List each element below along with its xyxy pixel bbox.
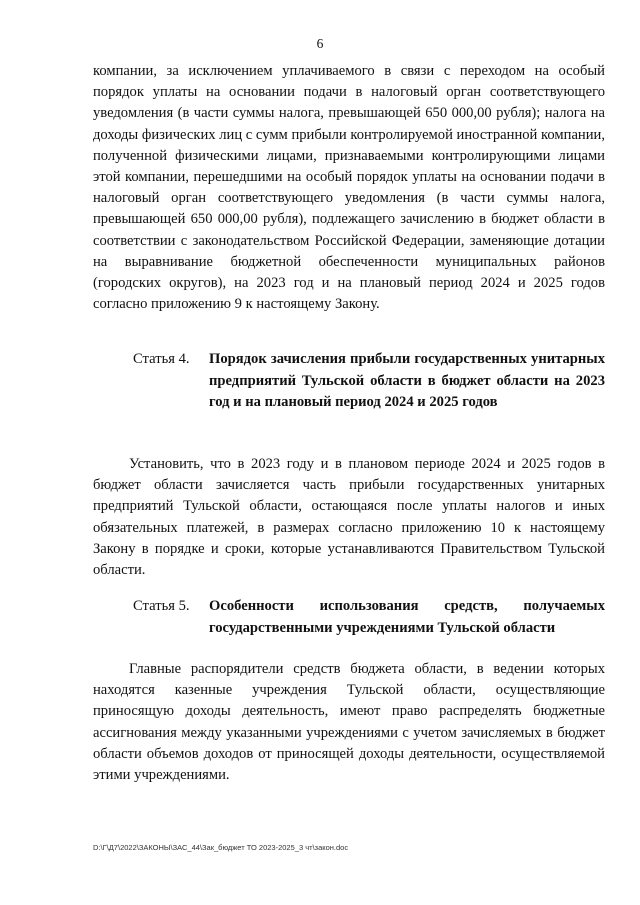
article-label: Статья 4. — [133, 351, 190, 367]
footer-file-path: D:\Г\Д7\2022\ЗАКОНЫ\ЗАС_44\Зак_бюджет ТО 2023-2025_3 чт\закон.doc — [93, 843, 349, 852]
article-4-body — [93, 454, 605, 581]
paragraph-continuation — [93, 61, 605, 315]
article-heading: Особенности использования средств, получаемых государственными учреждениями Тульской области — [209, 598, 605, 636]
article-heading: Порядок зачисления прибыли государственных унитарных предприятий Тульской области в бюджет области на 2023 год и на плановый период 2024 и 2025 годов — [209, 351, 605, 411]
article-label: Статья 5. — [133, 598, 190, 614]
article-5-header — [133, 596, 605, 642]
page-number: 6 — [316, 36, 324, 51]
paragraph-text: Главные распорядители средств бюджета области, в ведении которых находятся казенные учреждения Тульской области, осуществляющие приносящую доходы деятельность, имеют право распределять бюджетные ассигнования между указанными учреждениями с учетом зачисляемых в бюджет области объемов доходов от приносящей доходы деятельности, осуществляемой этими учреждениями. — [93, 661, 605, 784]
article-4-header — [133, 349, 605, 439]
article-5-body — [93, 659, 605, 786]
paragraph-text: компании, за исключением уплачиваемого в связи с переходом на особый порядок уплаты на основании подачи в налоговый орган соответствующего уведомления (в части суммы налога, превышающей 650 000,00 рубля); налога на доходы физических лиц с сумм прибыли контролируемой иностранной компании, полученной физическими лицами, признаваемыми контролирующими лицами этой компании, перешедшими на особый порядок уплаты на основании подачи в налоговый орган соответствующего уведомления (в части суммы налога, превышающей 650 000,00 рубля), подлежащего зачислению в бюджет области в соответствии с законодательством Российской Федерации, заменяющие дотации на выравнивание бюджетной обеспеченности муниципальных районов (городских округов), на 2023 год и на плановый период 2024 и 2025 годов согласно приложению 9 к настоящему Закону. — [93, 63, 605, 313]
paragraph-text: Установить, что в 2023 году и в плановом периоде 2024 и 2025 годов в бюджет области зачисляется часть прибыли государственных унитарных предприятий Тульской области, остающаяся после уплаты налогов и иных обязательных платежей, в размерах согласно приложению 10 к настоящему Закону в порядке и сроки, которые устанавливаются Правительством Тульской области. — [93, 456, 605, 579]
